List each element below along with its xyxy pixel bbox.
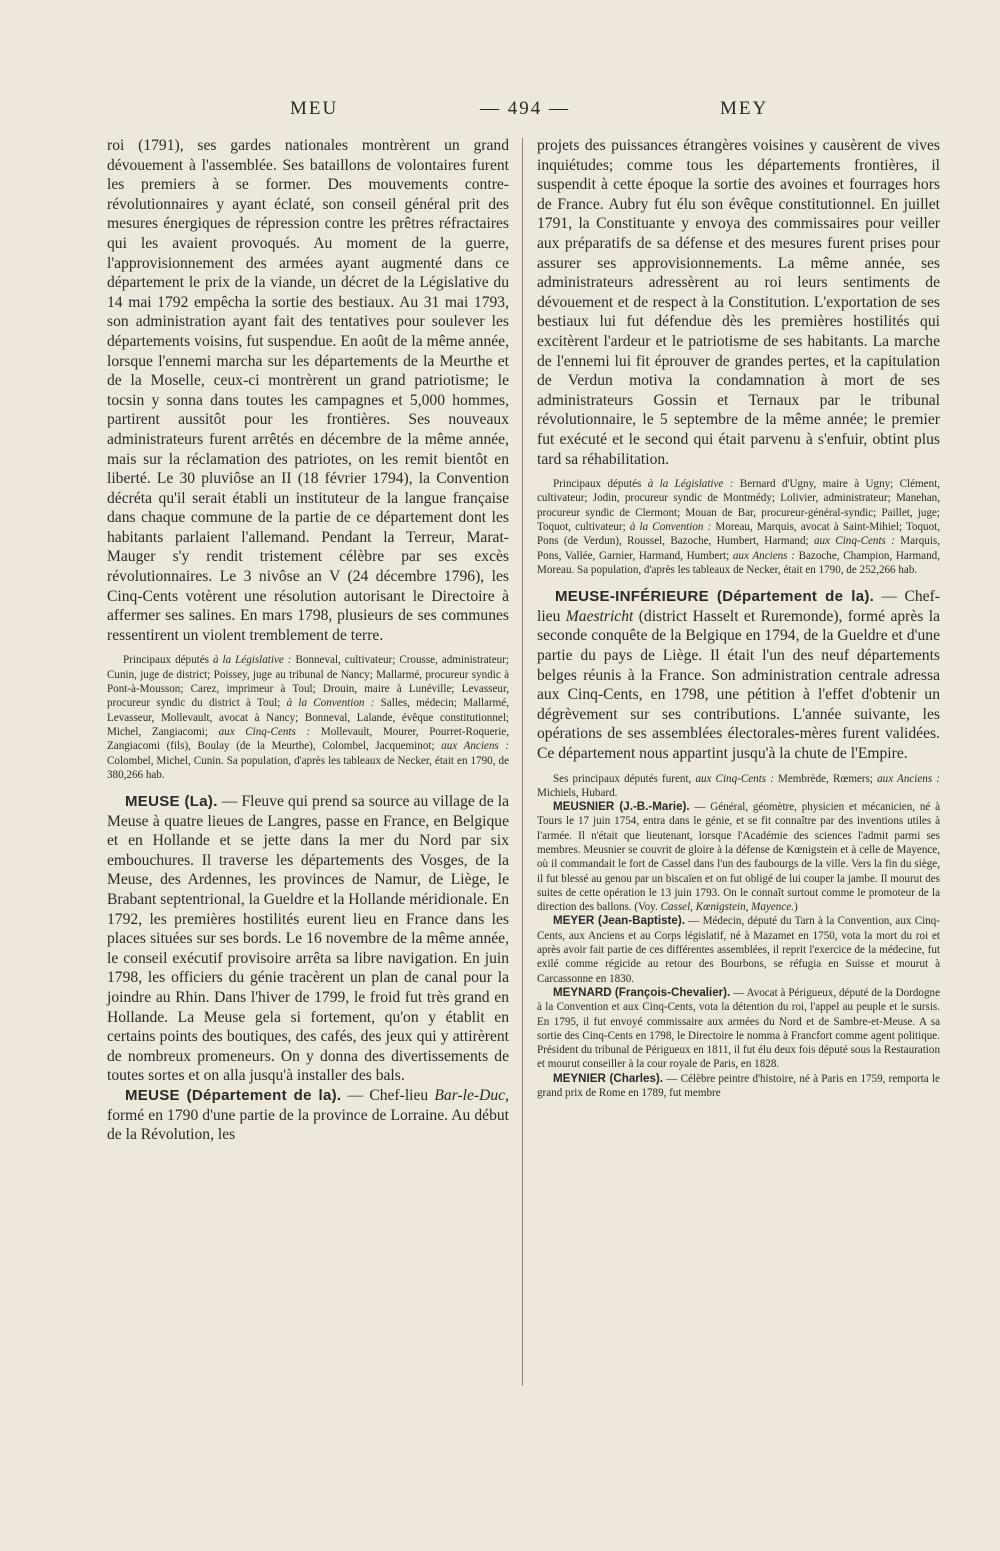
- entry-headword: MEYNARD (François-Chevalier).: [553, 985, 731, 999]
- entry-headword: MEUSNIER (J.-B.-Marie).: [553, 800, 690, 814]
- entry-meuse-river: MEUSE (La). — Fleuve qui prend sa source au village de la Meuse à quatre lieues de Langres, passe en France, en Belgique et en Hollande et se jette dans la mer du Nord par six embouchures. Il traverse les départements des Vosges, de la Meuse, des Ardennes, les provinces de Namur, de Liège, le Brabant septentrional, la Gueldre et la Hollande méridionale. En 1792, les premières hostilités eurent lieu en France dans les places situées sur ses bords. Le 16 novembre de la même année, le conseil exécutif provisoire arrêta sa libre navigation. En juin 1798, les officiers du génie tracèrent un plan de canal pour la joindre au Rhin. Dans l'hiver de 1799, le froid fut très grand en Hollande. La Meuse gela si fortement, qu'on y établit en certains points des boutiques, des cafés, des jeux qui y attirèrent de nombreux promeneurs. On y donna des divertissements de toutes sortes et on alla jusqu'à installer des bals.: [107, 793, 509, 1085]
- meuse-deputies-note: Principaux députés à la Législative : Bernard d'Ugny, maire à Ugny; Clément, cultivateur; Jodin, procureur syndic de Montmédy; Lolivier, administrateur; Manehan, procureur syndic de Clermont; Mouan de Bar, procureur-général-syndic; Paillet, juge; Toquot, cultivateur; à la Convention : Moreau, Marquis, avocat à Saint-Mihiel; Toquot, Pons (de Verdun), Roussel, Bazoche, Humbert, Harmand; aux Cinq-Cents : Marquis, Pons, Vallée, Garnier, Harmand, Humbert; aux Anciens : Bazoche, Champion, Harmand, Moreau. Sa population, d'après les tableaux de Necker, était en 1790, de 252,266 hab.: [537, 478, 941, 576]
- entry-meyer: MEYER (Jean-Baptiste). — Médecin, député du Tarn à la Convention, aux Cinq-Cents, aux Anciens et au Corps législatif, né à Mazamet en 1750, vota la mort du roi et après avoir fait partie de ces différentes assemblées, il reprit l'exercice de la médecine, fut exilé comme régicide au retour des Bourbons, se réfugia en Suisse et mourut à Carcassonne en 1830.: [537, 914, 940, 985]
- left-column: [107, 136, 509, 1145]
- right-column: [537, 136, 940, 1100]
- entry-headword: MEUSE-INFÉRIEURE (Département de la).: [555, 588, 875, 606]
- entry-headword: MEUSE (La).: [125, 793, 218, 811]
- meuse-dept-continued: projets des puissances étrangères voisines y causèrent de vives inquiétudes; comme tous les départements frontières, il suspendit à cette époque la sortie des avoines et fourrages hors de France. Aubry fut élu son évêque constitutionnel. En juillet 1791, la Constituante y envoya des commissaires pour veiller aux préparatifs de sa défense et des mesures furent prises pour assurer ses approvisionnements. La même année, ses administrateurs adressèrent au roi leurs sentiments de dévouement et de respect à la Constitution. L'exportation de ses bestiaux lui fut défendue dès les premières hostilités qui excitèrent l'ardeur et le patriotisme de ses habitants. La marche de l'ennemi lui fit éprouver de grandes pertes, et la capitulation de Verdun motiva la condamnation à mort de ses administrateurs Gossin et Ternaux par le tribunal révolutionnaire, le 5 septembre de la même année; le premier fut exécuté et le second qui était parvenu à s'enfuir, obtint plus tard sa réhabilitation.: [537, 137, 940, 468]
- page-number: — 494 —: [480, 98, 570, 119]
- entry-meusnier: MEUSNIER (J.-B.-Marie). — Général, géomètre, physicien et mécanicien, né à Tours le 17 juin 1754, entra dans le génie, et se fit connaître par des inventions utiles à l'armée. Il n'était que lieutenant, lorsque l'Académie des sciences l'admit parmi ses membres. Meusnier se couvrit de gloire à la défense de Kœnigstein et à celle de Mayence, où il commandait le fort de Cassel dans l'un des faubourgs de la ville. Vers la fin du siège, il fut blessé au genou par un biscaïen et on fut obligé de lui couper la jambe. Il mourut des suites de cette opération le 13 juin 1793. On le connaît surtout comme le promoteur de la direction des ballons. (Voy. Cassel, Kœnigstein, Mayence.): [537, 800, 940, 914]
- entry-headword: MEYER (Jean-Baptiste).: [553, 914, 685, 928]
- entry-meynard: MEYNARD (François-Chevalier). — Avocat à Périgueux, député de la Dordogne à la Convention et aux Cinq-Cents, vota la détention du roi, l'appel au peuple et le sursis. En 1795, il fut envoyé commissaire aux armées du Nord et de Sambre-et-Meuse. A sa sortie des Cinq-Cents en 1798, le Directoire le nomma à Francfort comme agent politique. Président du tribunal de Périgueux en 1811, il fut élu deux fois député sous la Restauration et mourut conseiller à la cour royale de Paris, en 1828.: [537, 985, 940, 1071]
- entry-meynier: MEYNIER (Charles). — Célèbre peintre d'histoire, né à Paris en 1759, remporta le grand prix de Rome en 1789, fut membre: [537, 1071, 940, 1100]
- running-head-left: MEU: [290, 98, 339, 119]
- running-head-right: MEY: [720, 98, 769, 119]
- entry-meuse-department: MEUSE (Département de la). — Chef-lieu Bar-le-Duc, formé en 1790 d'une partie de la province de Lorraine. Au début de la Révolution, les: [107, 1087, 509, 1144]
- meuse-meurthe-deputies-note: Principaux députés à la Législative : Bonneval, cultivateur; Crousse, administrateur; Cunin, juge de district; Poissey, juge au tribunal de Nancy; Mallarmé, procureur syndic à Pont-à-Mousson; Carez, imprimeur à Toul; Drouin, maire à Lunéville; Levasseur, procureur syndic du district à Toul; à la Convention : Salles, médecin; Mallarmé, Levasseur, Mollevault, avocat à Nancy; Bonneval, Lalande, évêque constitutionnel; Michel, Zangiacomi; aux Cinq-Cents : Mollevault, Mourer, Pourret-Roquerie, Zangiacomi (fils), Boulay (de la Meurthe), Colombel, Jacqueminot; aux Anciens : Colombel, Michel, Cunin. Sa population, d'après les tableaux de Necker, était en 1790, de 380,266 hab.: [107, 654, 509, 781]
- meuse-dept-history-continued: roi (1791), ses gardes nationales montrèrent un grand dévouement à l'assemblée. Ses bataillons de volontaires furent les premiers à se former. Des mouvements contre-révolutionnaires y ayant éclaté, son conseil général prit des mesures énergiques de répression contre les prêtres réfractaires qui les avaient provoqués. Au moment de la guerre, l'approvisionnement des armées ayant augmenté dans ce département le prix de la viande, un décret de la Législative du 14 mai 1792 empêcha la sortie des bestiaux. Au 31 mai 1793, son administration ayant fait des tentatives pour soulever les départements voisins, fut suspendue. En août de la même année, lorsque l'ennemi marcha sur les départements de la Meurthe et de la Moselle, ceux-ci montrèrent un grand patriotisme; le tocsin y sonna dans toutes les campagnes et 5,000 hommes, partirent aussitôt pour les frontières. Ses nouveaux administrateurs furent arrêtés en décembre de la même année, mais sur la réclamation des patriotes, on les remit bientôt en liberté. Le 30 pluviôse an II (18 février 1794), la Convention décréta qu'il serait établi un instituteur de la langue française dans chaque commune de la partie de ce département dont les habitants parlaient l'allemand. Pendant la Terreur, Marat-Mauger s'y rendit tristement célèbre par ses excès révolutionnaires. Le 3 nivôse an V (24 décembre 1796), les Cinq-Cents votèrent une résolution autorisant le Directoire à affermer ses salines. En mars 1798, plusieurs de ses communes ressentirent un violent tremblement de terre.: [107, 137, 509, 644]
- entry-headword: MEUSE (Département de la).: [125, 1087, 342, 1105]
- meuse-inferieure-deputies-note: Ses principaux députés furent, aux Cinq-Cents : Membrède, Rœmers; aux Anciens : Michiels, Hubard.: [537, 772, 940, 799]
- entry-headword: MEYNIER (Charles).: [553, 1071, 664, 1085]
- entry-meuse-inferieure: MEUSE-INFÉRIEURE (Département de la). — Chef-lieu Maestricht (district Hasselt et Ruremonde), formé après la seconde conquête de la Belgique en 1794, de la Gueldre et d'une partie du pays de Liège. Il était l'un des neuf départements belges réunis à la France. Son administration centrale adressa aux Cinq-Cents, en 1798, une pétition à l'effet d'obtenir un dégrèvement sur ses contributions. L'année suivante, les opérations de ses assemblées électorales-mères furent validées. Ce département nous appartint jusqu'à la chute de l'Empire.: [537, 588, 940, 762]
- column-divider: [522, 138, 523, 1386]
- page-header: [0, 98, 1000, 126]
